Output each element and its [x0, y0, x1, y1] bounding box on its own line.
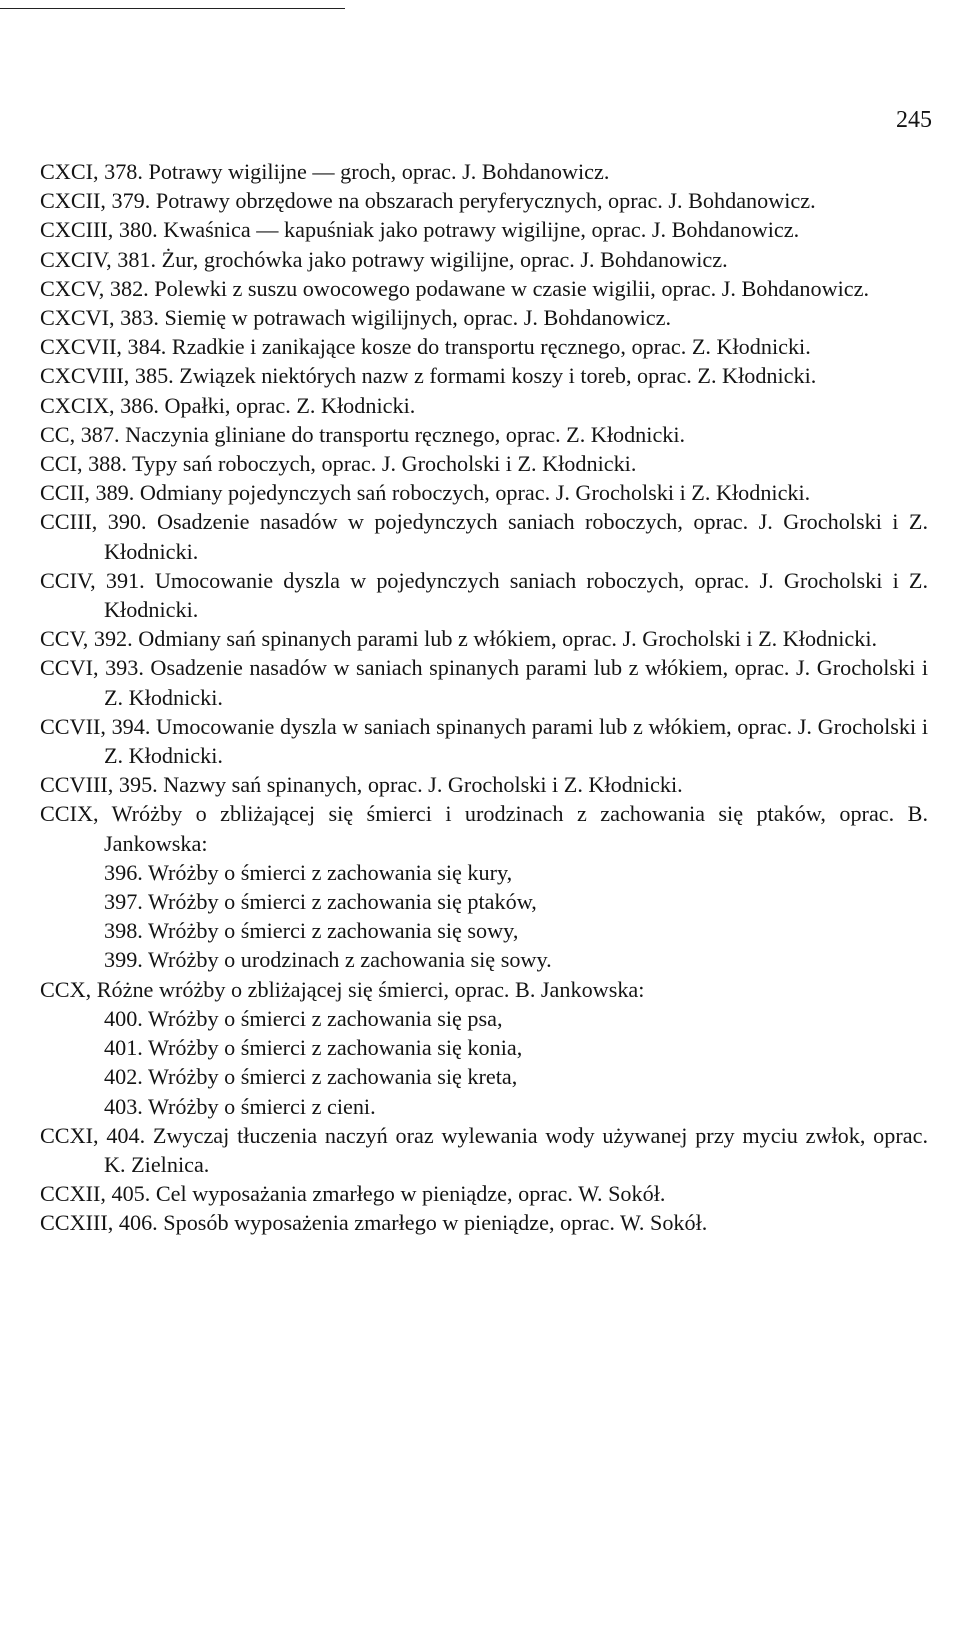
entry-text: CXCVI, 383. Siemię w potrawach wigilijnych, oprac. J. Bohdanowicz.: [40, 305, 671, 331]
entry-text: CCVIII, 395. Nazwy sań spinanych, oprac. J. Grocholski i Z. Kłodnicki.: [40, 772, 683, 798]
list-item: [40, 245, 928, 274]
entry-text: CCXI, 404. Zwyczaj tłuczenia naczyń oraz wylewania wody używanej przy myciu zwłok, oprac. K. Zielnica.: [40, 1122, 928, 1177]
entry-text: CXCIX, 386. Opałki, oprac. Z. Kłodnicki.: [40, 392, 416, 418]
list-item: [40, 478, 928, 507]
entry-text: CCI, 388. Typy sań roboczych, oprac. J. Grocholski i Z. Kłodnicki.: [40, 451, 637, 477]
list-item: [40, 653, 928, 711]
list-item: [40, 215, 928, 244]
sub-list-item: 403. Wróżby o śmierci z cieni.: [104, 1093, 376, 1119]
entry-text: CCII, 389. Odmiany pojedynczych sań roboczych, oprac. J. Grocholski i Z. Kłodnicki.: [40, 480, 811, 506]
list-item: [40, 361, 928, 390]
list-item: [40, 449, 928, 478]
list-item: [40, 1208, 928, 1237]
list-item: [40, 770, 928, 799]
list-item: [40, 332, 928, 361]
sub-list-item: 399. Wróżby o urodzinach z zachowania się sowy.: [104, 947, 552, 973]
sub-list: [40, 1004, 928, 1121]
list-item: [40, 624, 928, 653]
list-item: [40, 274, 928, 303]
entry-text: CXCIV, 381. Żur, grochówka jako potrawy wigilijne, oprac. J. Bohdanowicz.: [40, 246, 728, 272]
list-item: [40, 186, 928, 215]
list-item: [40, 1121, 928, 1179]
list-item: [40, 391, 928, 420]
sub-list-item: 397. Wróżby o śmierci z zachowania się ptaków,: [104, 889, 537, 915]
sub-list-item: 402. Wróżby o śmierci z zachowania się kreta,: [104, 1064, 518, 1090]
entry-text: CCVI, 393. Osadzenie nasadów w saniach spinanych parami lub z włókiem, oprac. J. Grocholski i Z. Kłodnicki.: [40, 655, 928, 710]
list-item: [40, 157, 928, 186]
sub-list: [40, 858, 928, 975]
list-item: [40, 975, 928, 1121]
list-item: [40, 712, 928, 770]
entry-text: CC, 387. Naczynia gliniane do transportu ręcznego, oprac. Z. Kłodnicki.: [40, 421, 686, 447]
entry-text: CXCII, 379. Potrawy obrzędowe na obszarach peryferycznych, oprac. J. Bohdanowicz.: [40, 188, 816, 214]
entry-text: CCXIII, 406. Sposób wyposażenia zmarłego w pieniądze, oprac. W. Sokół.: [40, 1210, 708, 1236]
list-item: [40, 1179, 928, 1208]
entry-text: CCVII, 394. Umocowanie dyszla w saniach spinanych parami lub z włókiem, oprac. J. Grocholski i Z. Kłodnicki.: [40, 713, 928, 769]
entry-text: CCX, Różne wróżby o zbliżającej się śmierci, oprac. B. Jankowska:: [40, 976, 645, 1002]
entry-text: CCIV, 391. Umocowanie dyszla w pojedynczych saniach roboczych, oprac. J. Grocholski i Z. Kłodnicki.: [40, 567, 928, 623]
sub-list-item: 398. Wróżby o śmierci z zachowania się sowy,: [104, 918, 519, 944]
entry-text: CCIII, 390. Osadzenie nasadów w pojedynczych saniach roboczych, oprac. J. Grocholski i Z. Kłodnicki.: [40, 509, 928, 564]
entry-text: CXCV, 382. Polewki z suszu owocowego podawane w czasie wigilii, oprac. J. Bohdanowicz.: [40, 275, 869, 301]
sub-list-item: 400. Wróżby o śmierci z zachowania się psa,: [104, 1005, 503, 1031]
list-item: [40, 420, 928, 449]
page-number: 245: [896, 107, 932, 133]
entry-text: CXCI, 378. Potrawy wigilijne — groch, oprac. J. Bohdanowicz.: [40, 159, 610, 184]
list-item: [40, 799, 928, 974]
list-item: [40, 303, 928, 332]
entry-text: CCV, 392. Odmiany sań spinanych parami lub z włókiem, oprac. J. Grocholski i Z. Kłodnicki.: [40, 626, 878, 652]
list-item: [40, 566, 928, 624]
top-rule: [0, 8, 345, 9]
list-item: [40, 507, 928, 565]
entry-text: CCIX, Wróżby o zbliżającej się śmierci i urodzinach z zachowania się ptaków, oprac. B. Jankowska:: [40, 801, 928, 856]
sub-list-item: 401. Wróżby o śmierci z zachowania się konia,: [104, 1035, 523, 1061]
entry-text: CXCVIII, 385. Związek niektórych nazw z formami koszy i toreb, oprac. Z. Kłodnicki.: [40, 363, 817, 389]
entries-list: [40, 157, 928, 1238]
entry-text: CXCVII, 384. Rzadkie i zanikające kosze do transportu ręcznego, oprac. Z. Kłodnicki.: [40, 334, 811, 360]
entry-text: CCXII, 405. Cel wyposażania zmarłego w pieniądze, oprac. W. Sokół.: [40, 1181, 666, 1207]
entry-text: CXCIII, 380. Kwaśnica — kapuśniak jako potrawy wigilijne, oprac. J. Bohdanowicz.: [40, 217, 800, 243]
sub-list-item: 396. Wróżby o śmierci z zachowania się kury,: [104, 859, 513, 885]
